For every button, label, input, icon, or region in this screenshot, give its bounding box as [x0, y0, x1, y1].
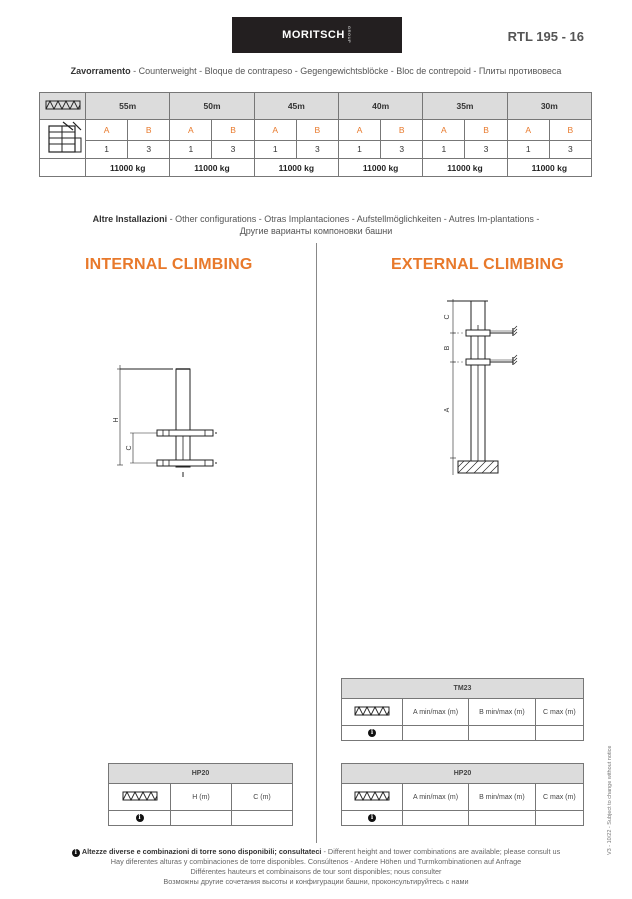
table-column-row: [109, 784, 293, 811]
empty-cell: [40, 159, 86, 177]
jib-icon-cell: [342, 699, 403, 726]
distance-b-label: B: [444, 345, 451, 351]
value-b: [469, 811, 536, 826]
footnote-rest: - Different height and tower combinations are available; please consult us: [321, 847, 561, 856]
counterweight-heading: [0, 66, 632, 76]
logo-small-text: GROUP: [346, 26, 352, 44]
internal-climbing-title: INTERNAL CLIMBING: [85, 256, 253, 273]
model-name: RTL 195 - 16: [507, 29, 584, 44]
other-config-heading-rest: - Other configurations - Otras Implantaciones - Aufstellmöglichkeiten - Autres Im-plantations -: [167, 214, 540, 224]
jib-icon: [354, 705, 390, 717]
jib-length: 40m: [338, 93, 422, 120]
block-a-count: 1: [254, 140, 296, 158]
block-b-count: 3: [128, 140, 170, 158]
total-weight: 11000 kg: [86, 159, 170, 177]
counterweight-heading-bold: Zavorramento: [70, 66, 131, 76]
block-b-count: 3: [549, 140, 591, 158]
jib-length: 55m: [86, 93, 170, 120]
block-a-count: 1: [423, 140, 465, 158]
jib-length: 35m: [423, 93, 507, 120]
block-b-count: 3: [296, 140, 338, 158]
block-a-count: 1: [170, 140, 212, 158]
block-count-row: [40, 140, 592, 158]
table-row: [342, 811, 584, 826]
table-title: HP20: [109, 764, 293, 784]
info-icon-cell: [109, 811, 171, 826]
external-climbing-diagram: [435, 295, 535, 480]
table-title: TM23: [342, 679, 584, 699]
block-b-count: 3: [381, 140, 423, 158]
other-configurations-heading: [60, 213, 572, 237]
info-icon: i: [72, 849, 80, 857]
jib-length: 30m: [507, 93, 591, 120]
column-header-b: B min/max (m): [469, 699, 536, 726]
total-weight: 11000 kg: [170, 159, 254, 177]
value-b: [469, 726, 536, 741]
total-weight: 11000 kg: [338, 159, 422, 177]
table-header-row: [342, 764, 584, 784]
block-a-label: A: [170, 120, 212, 141]
block-b-label: B: [465, 120, 507, 141]
table-header-row: [342, 679, 584, 699]
total-weight-row: [40, 159, 592, 177]
block-a-label: A: [338, 120, 380, 141]
column-header-b: B min/max (m): [469, 784, 536, 811]
logo-text: MORITSCH: [282, 29, 345, 41]
value-c: [232, 811, 293, 826]
jib-length-row: [40, 93, 592, 120]
jib-icon: [122, 790, 158, 802]
counterweight-table: [39, 92, 592, 177]
block-b-label: B: [212, 120, 254, 141]
footnote-line-3: Différentes hauteurs et combinaisons de tour sont disponibles; nous consulter: [190, 867, 442, 876]
block-a-label: A: [423, 120, 465, 141]
collar-distance-label: C: [126, 445, 133, 451]
block-a-count: 1: [507, 140, 549, 158]
block-a-count: 1: [86, 140, 128, 158]
total-weight: 11000 kg: [507, 159, 591, 177]
value-c: [535, 811, 583, 826]
company-logo: [232, 17, 402, 53]
jib-icon-cell: [40, 93, 86, 120]
block-b-count: 3: [465, 140, 507, 158]
table-column-row: [342, 699, 584, 726]
column-header-a: A min/max (m): [403, 784, 469, 811]
block-b-label: B: [296, 120, 338, 141]
value-h: [171, 811, 232, 826]
footnote-line-2: Hay diferentes alturas y combinaciones de torre disponibles. Consúltenos - Andere Höhen und Turmkombinationen auf Anfrage: [110, 857, 522, 866]
jib-icon: [45, 99, 81, 111]
table-row: [342, 726, 584, 741]
total-weight: 11000 kg: [254, 159, 338, 177]
column-divider: [316, 243, 317, 843]
internal-hp20-table: [108, 763, 293, 826]
block-b-label: B: [128, 120, 170, 141]
table-header-row: [109, 764, 293, 784]
counterweight-icon-cell: [40, 120, 86, 159]
block-a-label: A: [254, 120, 296, 141]
info-icon: i: [136, 814, 144, 822]
block-type-row: [40, 120, 592, 141]
external-hp20-table: [341, 763, 584, 826]
value-a: [403, 811, 469, 826]
jib-icon: [354, 790, 390, 802]
distance-c-label: C: [444, 314, 451, 320]
footnote-line-1: [40, 847, 592, 857]
block-a-label: A: [86, 120, 128, 141]
block-b-label: B: [549, 120, 591, 141]
jib-icon-cell: [342, 784, 403, 811]
column-header-h: H (m): [171, 784, 232, 811]
version-note: V3 - 10/22 - Subject to change without notice: [607, 745, 613, 855]
external-climbing-title: EXTERNAL CLIMBING: [391, 256, 564, 273]
other-config-heading-line2: Другие варианты компоновки башни: [239, 226, 393, 236]
table-row: [109, 811, 293, 826]
info-icon-cell: [342, 726, 403, 741]
external-tm23-table: [341, 678, 584, 741]
jib-length: 45m: [254, 93, 338, 120]
table-column-row: [342, 784, 584, 811]
block-b-count: 3: [212, 140, 254, 158]
height-label: H: [113, 417, 120, 423]
other-config-heading-bold: Altre Installazioni: [92, 214, 168, 224]
jib-length: 50m: [170, 93, 254, 120]
column-header-a: A min/max (m): [403, 699, 469, 726]
block-b-label: B: [381, 120, 423, 141]
column-header-c: C max (m): [535, 699, 583, 726]
value-c: [535, 726, 583, 741]
counterweight-blocks-icon: [43, 120, 83, 156]
block-a-label: A: [507, 120, 549, 141]
table-title: HP20: [342, 764, 584, 784]
info-icon: i: [368, 729, 376, 737]
distance-a-label: A: [444, 407, 451, 413]
footnote: [40, 847, 592, 887]
column-header-c: C max (m): [535, 784, 583, 811]
internal-climbing-diagram: [105, 360, 235, 480]
info-icon-cell: [342, 811, 403, 826]
value-a: [403, 726, 469, 741]
total-weight: 11000 kg: [423, 159, 507, 177]
column-header-c: C (m): [232, 784, 293, 811]
footnote-line-4: Возможны другие сочетания высоты и конфигурации башни, проконсультируйтесь с нами: [163, 877, 469, 886]
block-a-count: 1: [338, 140, 380, 158]
counterweight-heading-rest: - Counterweight - Bloque de contrapeso - Gegengewichtsblöcke - Bloc de contrepoid - Плиты противовеса: [130, 66, 562, 76]
jib-icon-cell: [109, 784, 171, 811]
footnote-bold: Altezze diverse e combinazioni di torre sono disponibili; consultateci: [81, 847, 322, 856]
info-icon: i: [368, 814, 376, 822]
